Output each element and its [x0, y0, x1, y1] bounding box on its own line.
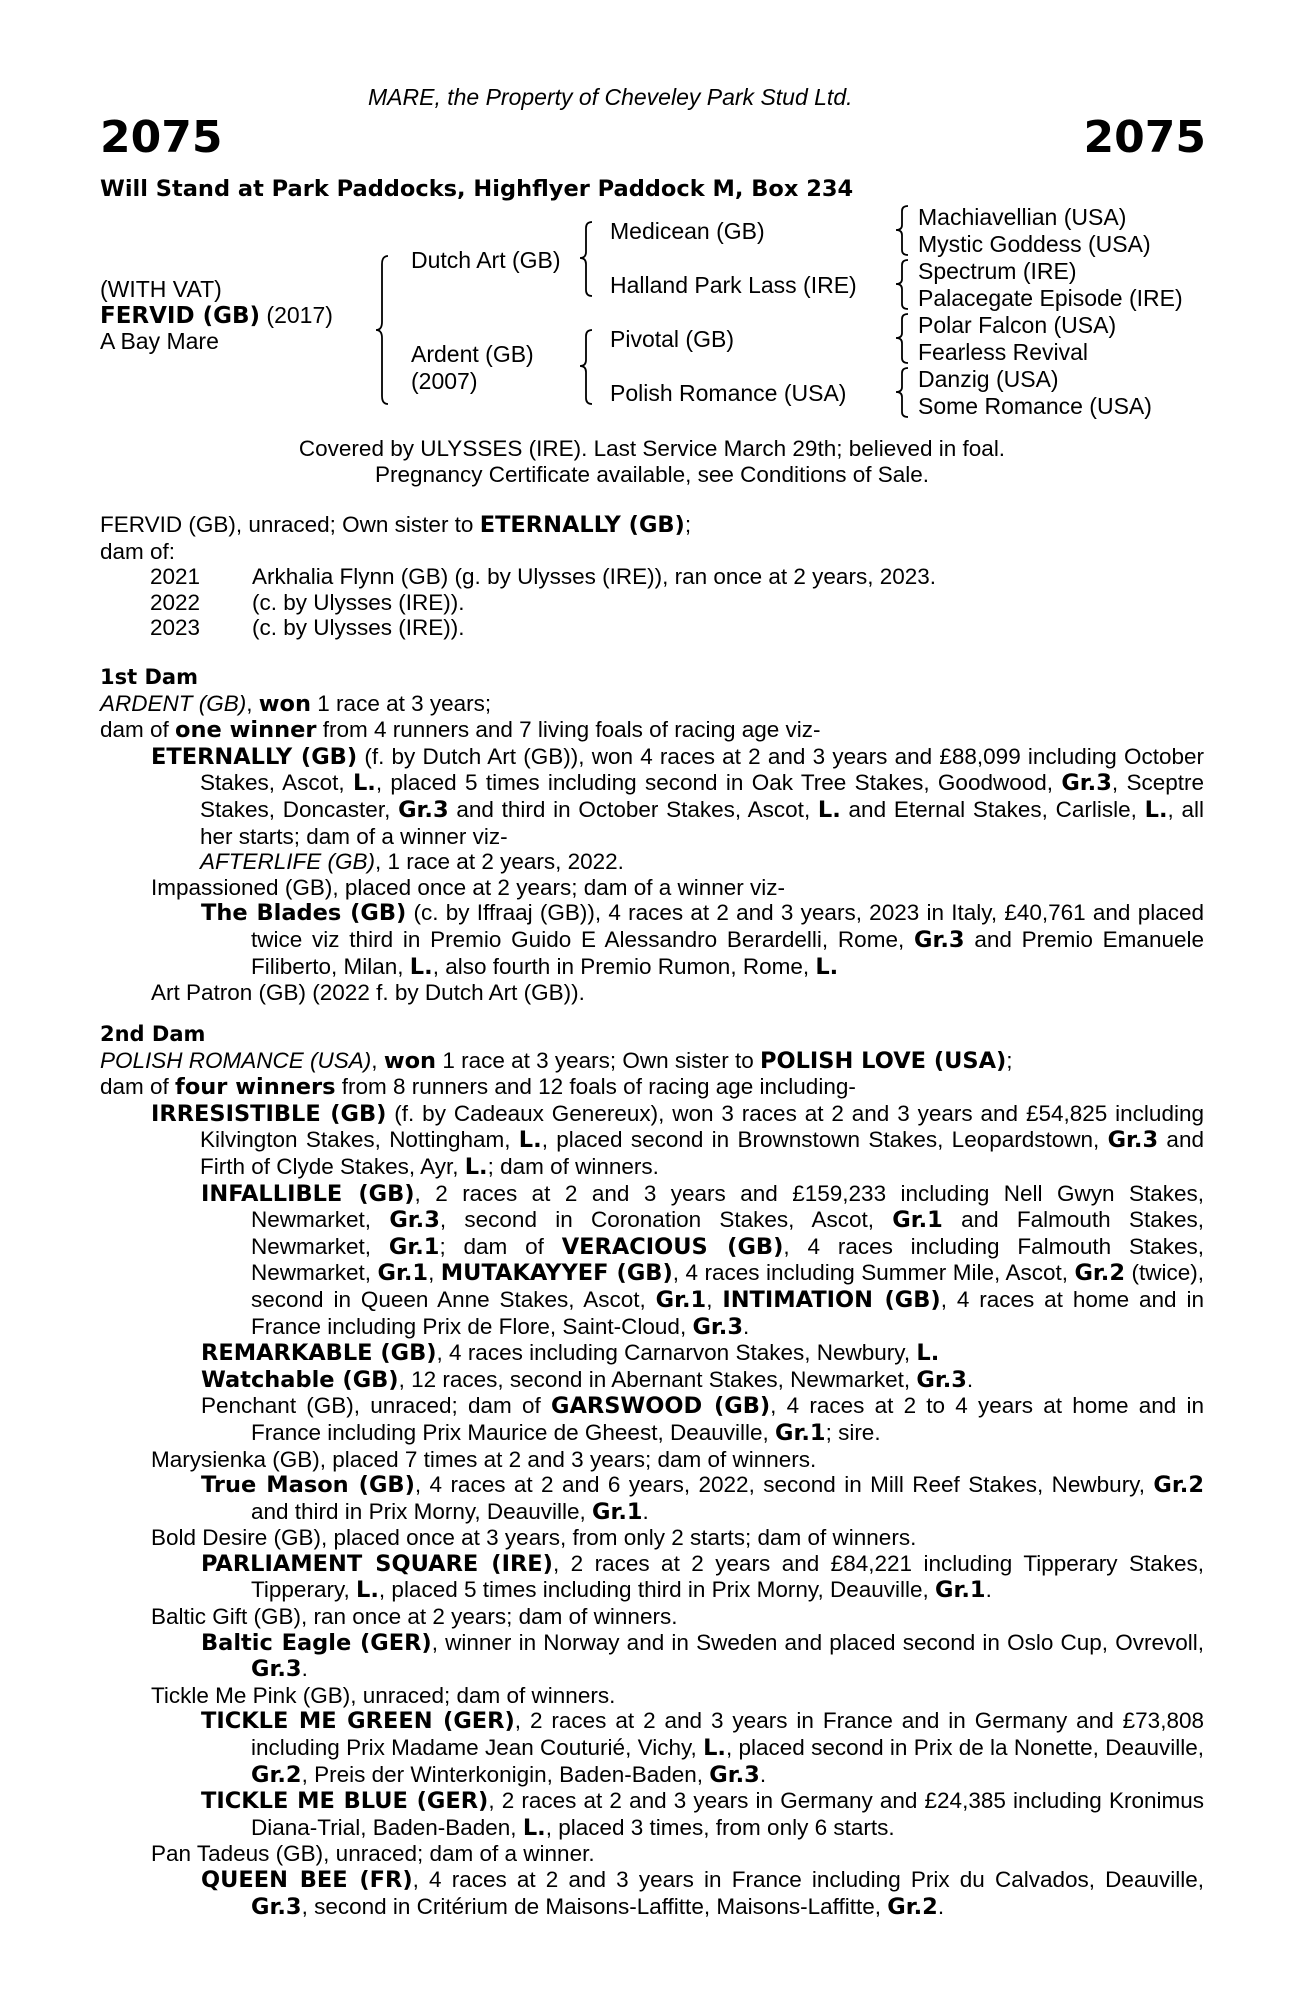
text: and Falmouth Stakes, Newmarket,: [251, 1207, 1205, 1259]
group-badge: Gr.1: [591, 1498, 643, 1525]
text: ; dam of: [439, 1233, 562, 1259]
great-granddam: Palacegate Episode (IRE): [918, 285, 1183, 311]
produce-entry: [100, 1340, 1204, 1367]
section-heading: 1st Dam: [100, 665, 198, 689]
punct: ;: [684, 512, 692, 537]
text: , 2 races at 2 and 3 years in France and in Germany and £73,808 including Prix Madame Jean Couturié, Vichy,: [251, 1708, 1204, 1761]
pedigree-brace: [894, 366, 914, 422]
horse-name: AFTERLIFE (GB): [200, 849, 376, 875]
text: ; sire.: [825, 1419, 881, 1445]
punct: .: [985, 1577, 992, 1603]
text: , placed 3 times, from only 6 starts.: [545, 1814, 895, 1840]
dam-of-line: [100, 717, 1204, 744]
produce-entry: Bold Desire (GB), placed once at 3 years, from only 2 starts; dam of winners.: [151, 1525, 917, 1551]
text: , 2 races at 2 years and £84,221 including Tipperary Stakes, Tipperary,: [251, 1550, 1204, 1603]
great-grandsire: Polar Falcon (USA): [918, 312, 1117, 338]
produce-record: [100, 512, 1204, 641]
pedigree-brace: [894, 258, 914, 314]
certificate-line: Pregnancy Certificate available, see Conditions of Sale.: [374, 461, 930, 487]
group-badge: Gr.3: [251, 1656, 302, 1683]
covering-line: Covered by ULYSSES (IRE). Last Service March 29th; believed in foal.: [298, 436, 1006, 461]
group-badge: Gr.2: [251, 1761, 302, 1788]
group-badge: Gr.3: [1061, 770, 1112, 797]
text: , second in Coronation Stakes, Ascot,: [439, 1207, 893, 1233]
text: , 4 races at 2 and 6 years, 2022, second in Mill Reef Stakes, Newbury,: [414, 1472, 1154, 1498]
text: , placed 5 times including third in Prix Morny, Deauville,: [378, 1577, 935, 1603]
group-badge: Gr.1: [388, 1233, 440, 1260]
horse-name: QUEEN BEE (FR): [201, 1867, 413, 1893]
intro-text: FERVID (GB), unraced; Own sister to: [100, 512, 480, 537]
vat-label: (WITH VAT): [100, 276, 222, 302]
text: , 4 races at 2 and 3 years in France including Prix du Calvados, Deauville,: [412, 1867, 1204, 1892]
text: , 2 races at 2 and 3 years and £159,233 including Nell Gwyn Stakes, Newmarket,: [251, 1180, 1204, 1233]
listed-badge: L.: [356, 1577, 379, 1604]
group-badge: Gr.1: [892, 1207, 943, 1234]
group-badge: Gr.3: [251, 1893, 302, 1920]
intro-line: [100, 512, 1204, 539]
produce-entry: [100, 1551, 1204, 1604]
sister-name: POLISH LOVE (USA): [759, 1047, 1007, 1074]
horse-name: VERACIOUS (GB): [561, 1233, 784, 1260]
text: ,: [706, 1286, 723, 1312]
group-badge: Gr.3: [398, 796, 449, 823]
text: , 4 races including Falmouth Stakes, Newmarket,: [251, 1233, 1205, 1286]
listed-badge: L.: [703, 1735, 726, 1762]
text: , 2 races at 2 and 3 years in Germany and £24,385 including Kronimus Diana-Trial, Baden-Baden,: [251, 1788, 1204, 1840]
lot-number-right: 2075: [1083, 112, 1206, 163]
text: , 4 races including Carnarvon Stakes, Newbury,: [436, 1340, 917, 1366]
text: , winner in Norway and in Sweden and placed second in Oslo Cup, Ovrevoll,: [431, 1629, 1204, 1655]
listed-badge: L.: [464, 1153, 488, 1180]
punct: .: [642, 1498, 649, 1524]
text: , 4 races at 2 to 4 years at home and in France including Prix Maurice de Gheest, Deauville,: [251, 1393, 1204, 1445]
won-label: won: [383, 1047, 437, 1074]
pedigree-brace: [578, 220, 598, 300]
horse-year: (2017): [266, 302, 333, 328]
text: , placed second in Brownstown Stakes, Leopardstown,: [541, 1127, 1108, 1153]
text: , second in Critérium de Maisons-Laffitte, Maisons-Laffitte,: [301, 1893, 888, 1919]
pedigree-brace: [374, 254, 394, 406]
text: , Preis der Winterkonigin, Baden-Baden,: [301, 1761, 710, 1787]
punct: .: [966, 1366, 974, 1392]
text: and third in October Stakes, Ascot,: [448, 796, 818, 822]
horse-name: The Blades (GB): [201, 900, 407, 927]
produce-entry: [100, 900, 1204, 980]
group-badge: Gr.1: [655, 1286, 707, 1313]
listed-badge: L.: [916, 1340, 940, 1367]
text: ; dam of winners.: [487, 1153, 659, 1179]
stabling-location: Will Stand at Park Paddocks, Highflyer Paddock M, Box 234: [100, 176, 854, 202]
produce-entry: Tickle Me Pink (GB), unraced; dam of winners.: [151, 1682, 616, 1708]
text: from 8 runners and 12 foals of racing age including-: [335, 1074, 856, 1100]
horse-name: TICKLE ME BLUE (GER): [201, 1788, 489, 1815]
text: , 1 race at 2 years, 2022.: [375, 849, 624, 875]
dam-intro: ARDENT (GB), won 1 race at 3 years;: [100, 690, 492, 717]
horse-name: IRRESISTIBLE (GB): [151, 1100, 387, 1127]
group-badge: Gr.1: [377, 1260, 429, 1287]
produce-entry: [100, 1708, 1204, 1788]
horse-name: FERVID (GB): [100, 303, 261, 329]
text: , 12 races, second in Abernant Stakes, Newmarket,: [398, 1366, 917, 1392]
produce-entry: [100, 744, 1204, 875]
produce-entry: Marysienka (GB), placed 7 times at 2 and 3 years; dam of winners.: [151, 1446, 817, 1472]
dam-of-line: [100, 1074, 1204, 1101]
group-badge: Gr.1: [935, 1577, 986, 1604]
dam-intro-text: 1 race at 3 years;: [317, 690, 492, 716]
great-granddam: Some Romance (USA): [918, 393, 1152, 419]
great-grandsire: Danzig (USA): [918, 366, 1059, 392]
produce-entry: [100, 1630, 1204, 1683]
punct: .: [759, 1761, 767, 1787]
foal-year: 2023: [150, 615, 201, 641]
pedigree-brace: [578, 328, 598, 408]
group-badge: Gr.3: [1107, 1127, 1159, 1154]
horse-name: TICKLE ME GREEN (GER): [201, 1708, 515, 1735]
group-badge: Gr.1: [775, 1419, 826, 1446]
produce-entry: Impassioned (GB), placed once at 2 years; dam of a winner viz-: [151, 874, 786, 900]
listed-badge: L.: [352, 770, 376, 797]
dam-name: POLISH ROMANCE (USA): [100, 1047, 372, 1073]
listed-badge: L.: [409, 953, 433, 980]
text: (twice), second in Queen Anne Stakes, Ascot,: [251, 1260, 1204, 1312]
produce-entry: [100, 1181, 1204, 1341]
produce-entry: [100, 1788, 1204, 1841]
punct: ;: [1006, 1047, 1013, 1073]
text: , placed 5 times including second in Oak Tree Stakes, Goodwood,: [375, 770, 1062, 796]
second-dam-section: [100, 1022, 1204, 1920]
produce-entry: Pan Tadeus (GB), unraced; dam of a winner.: [151, 1841, 595, 1867]
produce-entry: Art Patron (GB) (2022 f. by Dutch Art (GB)).: [151, 980, 585, 1006]
great-granddam: Fearless Revival: [918, 339, 1088, 365]
covering-note: [100, 436, 1204, 487]
group-badge: Gr.2: [1074, 1260, 1126, 1287]
dam-sire: Pivotal (GB): [610, 326, 734, 352]
horse-name: Watchable (GB): [201, 1366, 399, 1393]
great-grandsire: Spectrum (IRE): [918, 258, 1077, 284]
group-badge: Gr.3: [916, 1366, 967, 1393]
foal-year: 2022: [150, 589, 201, 615]
dam: Ardent (GB): [411, 341, 534, 367]
punct: .: [937, 1893, 945, 1919]
foal-text: (c. by Ulysses (IRE)).: [252, 615, 465, 641]
punct: .: [301, 1656, 308, 1682]
text: from 4 runners and 7 living foals of racing age viz-: [316, 717, 821, 743]
text: (f. by Cadeaux Genereux), won 3 races at 2 and 3 years and £54,825 including Kilvington Stakes, Nottingham,: [200, 1100, 1204, 1153]
produce-entry: Baltic Gift (GB), ran once at 2 years; dam of winners.: [151, 1604, 678, 1630]
text: 1 race at 3 years; Own sister to: [436, 1047, 760, 1073]
produce-entry: [100, 1367, 1204, 1394]
produce-entry: [100, 1472, 1204, 1525]
great-granddam: Mystic Goddess (USA): [918, 231, 1151, 257]
text: (c. by Iffraaj (GB)), 4 races at 2 and 3 years, 2023 in Italy, £40,761 and placed twice viz third in Premio Guido E Alessandro Berardelli, Rome,: [251, 900, 1204, 952]
produce-entry: [100, 1393, 1204, 1446]
text: , Sceptre Stakes, Doncaster,: [200, 770, 1204, 822]
foal-row: [100, 590, 1204, 616]
horse-name: INFALLIBLE (GB): [201, 1180, 415, 1207]
group-badge: Gr.3: [692, 1313, 744, 1340]
listed-badge: L.: [1144, 796, 1168, 823]
winners-count: one winner: [175, 717, 317, 744]
first-dam-section: [100, 665, 1204, 1006]
text: , all her starts; dam of a winner viz-: [200, 796, 1204, 849]
foal-text: Arkhalia Flynn (GB) (g. by Ulysses (IRE)), ran once at 2 years, 2023.: [252, 564, 936, 590]
horse-name: ETERNALLY (GB): [151, 743, 358, 770]
text: dam of: [100, 717, 176, 743]
pedigree-brace: [894, 204, 914, 260]
text: Penchant (GB), unraced; dam of: [201, 1393, 551, 1419]
group-badge: Gr.2: [1153, 1472, 1204, 1499]
group-badge: Gr.3: [913, 926, 965, 953]
group-badge: Gr.3: [389, 1207, 440, 1234]
won-label: won: [258, 690, 312, 717]
horse-name: Baltic Eagle (GER): [201, 1629, 432, 1656]
group-badge: Gr.3: [709, 1761, 760, 1788]
dam-year: (2007): [411, 368, 478, 394]
section-heading: 2nd Dam: [100, 1022, 206, 1046]
horse-name: REMARKABLE (GB): [201, 1340, 437, 1367]
sire: Dutch Art (GB): [411, 247, 561, 273]
listed-badge: L.: [518, 1127, 542, 1154]
sister-name: ETERNALLY (GB): [479, 512, 685, 538]
horse-name-line: [100, 302, 333, 330]
group-badge: Gr.2: [887, 1893, 938, 1920]
dam-dam: Polish Romance (USA): [610, 380, 847, 406]
text: and third in Prix Morny, Deauville,: [251, 1498, 592, 1524]
horse-name: INTIMATION (GB): [722, 1286, 941, 1313]
lot-number-left: 2075: [100, 112, 223, 163]
foal-row: [100, 564, 1204, 590]
listed-badge: L.: [817, 796, 841, 823]
listed-badge: L.: [815, 953, 839, 980]
dam-intro: POLISH ROMANCE (USA), won 1 race at 3 years; Own sister to POLISH LOVE (USA);: [100, 1047, 1013, 1074]
foal-text: (c. by Ulysses (IRE)).: [252, 589, 465, 615]
text: and Firth of Clyde Stakes, Ayr,: [200, 1127, 1204, 1179]
horse-name: MUTAKAYYEF (GB): [440, 1260, 673, 1287]
text: and Eternal Stakes, Carlisle,: [840, 796, 1145, 822]
produce-entry: [100, 1101, 1204, 1181]
produce-entry: [100, 1867, 1204, 1920]
text: and Premio Emanuele Filiberto, Milan,: [251, 926, 1204, 979]
text: dam of: [100, 1074, 176, 1100]
text: , 4 races including Summer Mile, Ascot,: [672, 1260, 1075, 1286]
vendor-subtitle: MARE, the Property of Cheveley Park Stud Ltd.: [368, 84, 853, 110]
listed-badge: L.: [522, 1814, 546, 1841]
text: ,: [428, 1260, 441, 1286]
text: , also fourth in Premio Rumon, Rome,: [432, 953, 816, 979]
winners-count: four winners: [175, 1074, 336, 1101]
dam-of-label: dam of:: [100, 538, 176, 564]
horse-name: PARLIAMENT SQUARE (IRE): [201, 1550, 553, 1577]
pedigree-brace: [894, 312, 914, 368]
great-grandsire: Machiavellian (USA): [918, 204, 1127, 230]
sire-sire: Medicean (GB): [610, 218, 765, 244]
foal-year: 2021: [150, 564, 201, 590]
foal-row: [100, 615, 1204, 641]
sire-dam: Halland Park Lass (IRE): [610, 272, 857, 298]
horse-description: A Bay Mare: [100, 328, 219, 354]
horse-name: GARSWOOD (GB): [551, 1393, 771, 1420]
punct: .: [743, 1313, 750, 1339]
horse-name: True Mason (GB): [201, 1472, 415, 1499]
text: (f. by Dutch Art (GB)), won 4 races at 2 and 3 years and £88,099 including October Stakes, Ascot,: [200, 743, 1204, 796]
dam-name: ARDENT (GB): [100, 690, 247, 716]
text: , 4 races at home and in France including Prix de Flore, Saint-Cloud,: [251, 1286, 1204, 1339]
text: , placed second in Prix de la Nonette, Deauville,: [725, 1735, 1204, 1761]
